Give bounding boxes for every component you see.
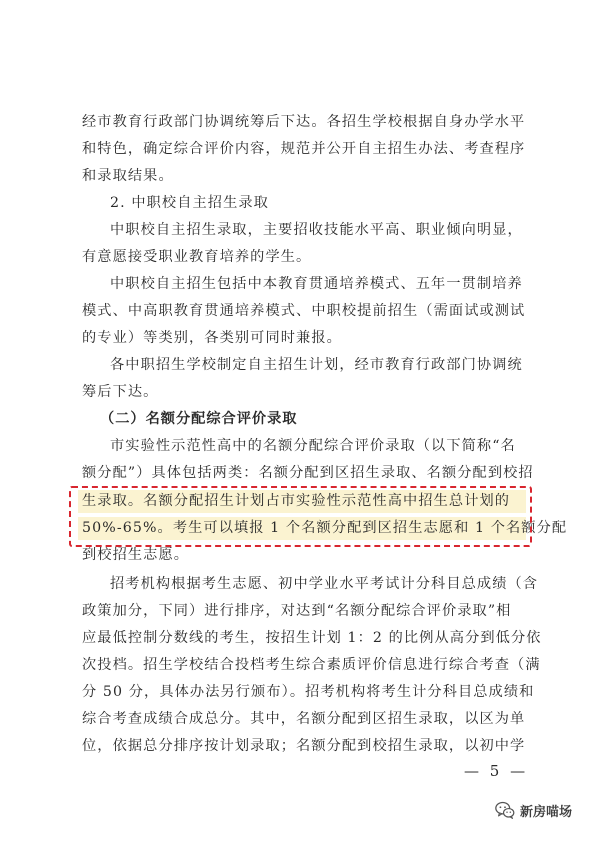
watermark-text: 新房喵场 [520,804,573,820]
subsection-heading: 2. 中职校自主招生录取 [110,195,269,211]
text-line: 招考机构根据考生志愿、初中学业水平考试计分科目总成绩（含 [110,576,539,592]
text-line: 分 50 分，具体办法另行颁布）。招考机构将考生计分科目总成绩和 [82,684,535,700]
text-line: 综合考查成绩合成总分。其中，名额分配到区招生录取，以区为单 [82,711,526,727]
wechat-icon [494,799,516,821]
watermark [494,799,572,821]
text-line: 额分配”）具体包括两类：名额分配到区招生录取、名额分配到校招 [82,465,534,481]
highlight-frame [69,486,532,547]
text-line: 政策加分，下同）进行排序，对达到“名额分配综合评价录取”相 [82,603,512,619]
text-line: 到校招生志愿。 [82,547,190,563]
text-line: 和特色，确定综合评价内容，规范并公开自主招生办法、考查程序 [82,141,526,157]
text-line: 中职校自主招生录取，主要招收技能水平高、职业倾向明显， [110,222,523,238]
text-line: 经市教育行政部门协调统筹后下达。各招生学校根据自身办学水平 [82,114,526,130]
text-line: 筹后下达。 [82,384,159,400]
text-line: 次投档。招生学校结合投档考生综合素质评价信息进行综合考查（满 [82,657,541,673]
section-heading: （二）名额分配综合评价录取 [100,411,298,427]
text-line: 位，依据总分排序按计划录取；名额分配到校招生录取，以初中学 [82,738,526,754]
text-line: 各中职招生学校制定自主招生计划，经市教育行政部门协调统 [110,357,523,373]
text-line: 和录取结果。 [82,168,174,184]
text-line: 有意愿接受职业教育培养的学生。 [82,249,312,265]
highlighted-text-line: 生录取。名额分配招生计划占市实验性示范性高中招生总计划的 [82,493,511,509]
text-line: 应最低控制分数线的考生，按招生计划 1：2 的比例从高分到低分依 [82,630,542,646]
text-line: 中职校自主招生包括中本教育贯通培养模式、五年一贯制培养 [110,276,523,292]
text-line: 模式、中高职教育贯通培养模式、中职校提前招生（需面试或测试 [82,303,526,319]
highlighted-text-line: 50%-65%。考生可以填报 1 个名额分配到区招生志愿和 1 个名额分配 [82,520,568,536]
text-line: 市实验性示范性高中的名额分配综合评价录取（以下简称“名 [110,438,516,454]
text-line: 的专业）等类别，各类别可同时兼报。 [82,330,342,346]
page-number: — 5 — [464,762,529,780]
